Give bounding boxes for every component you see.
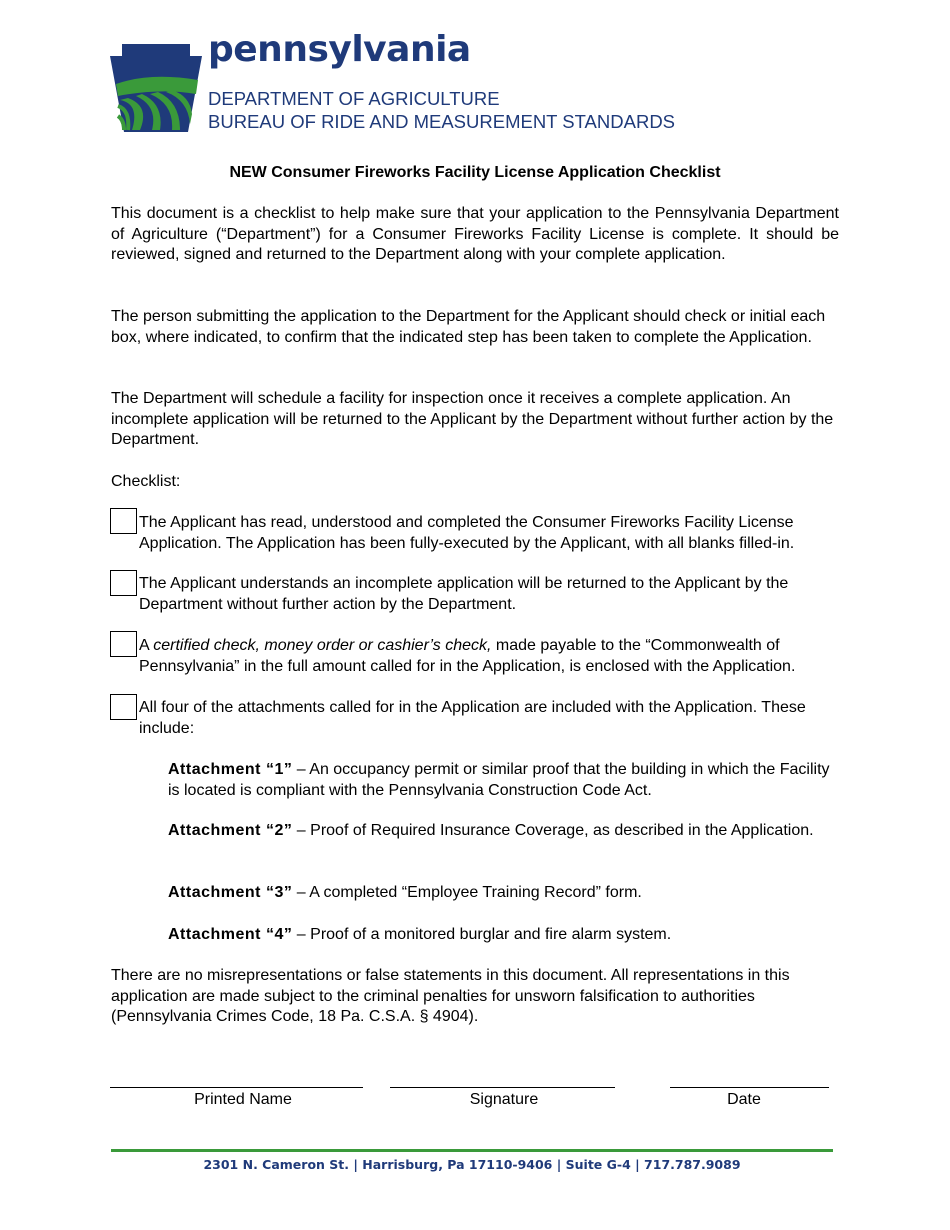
department-name: DEPARTMENT OF AGRICULTURE [208,88,500,109]
signature-line[interactable] [390,1087,615,1088]
logo-name: pennsylvania [208,29,471,70]
document-title: NEW Consumer Fireworks Facility License Application Checklist [229,164,721,181]
checkbox-2[interactable] [110,570,137,596]
intro-paragraph: This document is a checklist to help make sure that your application to the Pennsylvania Department of Agriculture (“Department”) for a Consumer Fireworks Facility License is complete. It should be reviewed, signed and returned to the Department along with your complete application. [111,205,839,264]
keystone-logo-icon [110,44,202,132]
checklist-item-1: The Applicant has read, understood and completed the Consumer Fireworks Facility License Application. The Application has been fully-executed by the Applicant, with all blanks filled-in. [139,514,795,552]
attachment-4: Attachment “4” – Proof of a monitored burglar and fire alarm system. [168,926,672,943]
checkbox-4[interactable] [110,694,137,720]
checklist-item-4: All four of the attachments called for in the Application are included with the Application. These include: [139,699,806,737]
printed-name-line[interactable] [110,1087,363,1088]
checkbox-3[interactable] [110,631,137,657]
checkbox-1[interactable] [110,508,137,534]
certification-paragraph: There are no misrepresentations or false statements in this document. All representations in this application are made subject to the criminal penalties for unsworn falsification to authorities (Pennsylvania Crimes Code, 18 Pa. C.S.A. § 4904). [111,967,790,1026]
attachment-2: Attachment “2” – Proof of Required Insurance Coverage, as described in the Application. [168,822,814,839]
signature-label: Signature [469,1091,539,1108]
attachment-3: Attachment “3” – A completed “Employee Training Record” form. [168,884,642,901]
checklist-label: Checklist: [111,473,181,490]
checklist-item-3: A certified check, money order or cashier’s check, made payable to the “Commonwealth of Pennsylvania” in the full amount called for in the Application, is enclosed with the Application. [139,637,796,675]
date-line[interactable] [670,1087,829,1088]
date-label: Date [727,1091,761,1108]
inspection-paragraph: The Department will schedule a facility for inspection once it receives a complete application. An incomplete application will be returned to the Applicant by the Department without further action by the Department. [111,390,834,449]
checklist-item-2: The Applicant understands an incomplete application will be returned to the Applicant by the Department without further action by the Department. [139,575,789,613]
attachment-1: Attachment “1” – An occupancy permit or similar proof that the building in which the Facility is located is compliant with the Pennsylvania Construction Code Act. [168,761,830,799]
footer-address: 2301 N. Cameron St. | Harrisburg, Pa 17110-9406 | Suite G-4 | 717.787.9089 [203,1157,741,1172]
instructions-paragraph: The person submitting the application to the Department for the Applicant should check or initial each box, where indicated, to confirm that the indicated step has been taken to complete the Application. [111,308,826,346]
printed-name-label: Printed Name [194,1091,292,1108]
footer-divider [111,1149,833,1152]
bureau-name: BUREAU OF RIDE AND MEASUREMENT STANDARDS [208,111,676,132]
